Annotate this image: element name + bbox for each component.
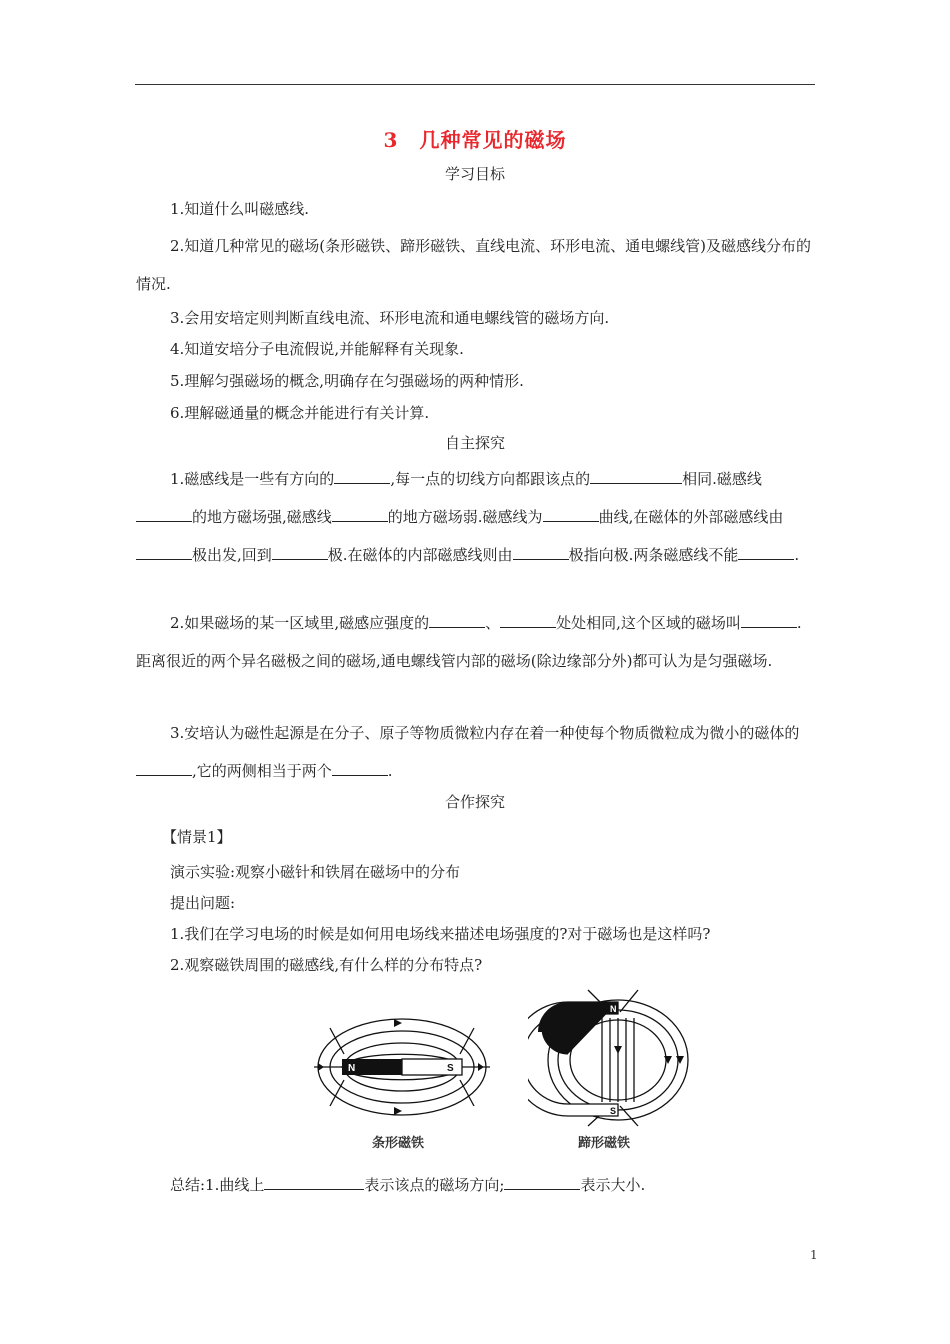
fill-blank[interactable]	[272, 543, 328, 560]
fill-blank[interactable]	[136, 505, 192, 522]
q1-text-c: 相同.磁感线	[682, 470, 762, 488]
fill-blank[interactable]	[332, 759, 388, 776]
goal-4: 4.知道安培分子电流假说,并能解释有关现象.	[170, 340, 464, 358]
fill-blank[interactable]	[334, 467, 390, 484]
q1-text-k: .	[794, 546, 800, 564]
q1-text-j: 极.两条磁感线不能	[613, 546, 739, 564]
fill-blank[interactable]	[264, 1173, 364, 1190]
fill-blank[interactable]	[543, 505, 599, 522]
q1-text-h: 极.在磁体的内部磁感线则由	[327, 546, 513, 564]
section-heading-coop: 合作探究	[444, 793, 505, 811]
ask-label: 提出问题:	[170, 894, 236, 912]
fill-blank[interactable]	[136, 759, 192, 776]
fill-blank[interactable]	[513, 543, 569, 560]
q1-text-b: ,每一点的切线方向都跟该点的	[390, 470, 591, 488]
south-pole-label: S	[610, 1106, 617, 1116]
summary-text-c: 表示大小.	[580, 1176, 646, 1194]
page-title: 3 几种常见的磁场	[383, 128, 567, 152]
goal-1: 1.知道什么叫磁感线.	[170, 200, 310, 218]
summary-text-b: 表示该点的磁场方向;	[364, 1176, 505, 1194]
q3-text-b: ,它的两侧相当于两个	[192, 762, 332, 780]
self-question-3	[136, 714, 816, 790]
south-pole-label: S	[447, 1063, 454, 1074]
q2-text-d: .距离很近的两个异名磁极之间的磁场,通电螺线管内部的磁场(除边缘部分外)都可认为是匀强磁场.	[136, 614, 802, 670]
bar-magnet-caption: 条形磁铁	[372, 1136, 425, 1151]
coop-question-2: 2.观察磁铁周围的磁感线,有什么样的分布特点?	[170, 956, 483, 974]
self-question-2	[136, 604, 816, 680]
q3-text-a: 3.安培认为磁性起源是在分子、原子等物质微粒内存在着一种使每个物质微粒成为微小的磁体的	[170, 724, 800, 742]
q1-text-i: 极指向	[568, 546, 614, 564]
header-rule	[135, 84, 815, 85]
q1-text-e: 的地方磁场弱.磁感线为	[387, 508, 543, 526]
q2-text-b: 、	[485, 614, 501, 632]
q1-text-d: 的地方磁场强,磁感线	[192, 508, 332, 526]
goal-6: 6.理解磁通量的概念并能进行有关计算.	[170, 404, 430, 422]
page-number: 1	[810, 1248, 818, 1262]
north-pole-label: N	[610, 1004, 617, 1014]
section-heading-goals: 学习目标	[444, 165, 505, 183]
north-pole-label: N	[348, 1063, 356, 1074]
fill-blank[interactable]	[500, 611, 556, 628]
demo-text: 演示实验:观察小磁针和铁屑在磁场中的分布	[170, 863, 461, 881]
q1-text-g: 极出发,回到	[192, 546, 272, 564]
fill-blank[interactable]	[136, 543, 192, 560]
horseshoe-magnet-caption: 蹄形磁铁	[578, 1136, 631, 1151]
q2-text-a: 2.如果磁场的某一区域里,磁感应强度的	[170, 614, 430, 632]
q3-text-c: .	[387, 762, 393, 780]
goal-3: 3.会用安培定则判断直线电流、环形电流和通电螺线管的磁场方向.	[170, 309, 610, 327]
q2-text-c: 处处相同,这个区域的磁场叫	[556, 614, 741, 632]
fill-blank[interactable]	[504, 1173, 580, 1190]
fill-blank[interactable]	[429, 611, 485, 628]
coop-question-1: 1.我们在学习电场的时候是如何用电场线来描述电场强度的?对于磁场也是这样吗?	[170, 925, 711, 943]
fill-blank[interactable]	[590, 467, 682, 484]
goal-2: 2.知道几种常见的磁场(条形磁铁、蹄形磁铁、直线电流、环形电流、通电螺线管)及磁感线分布的情况.	[136, 237, 812, 293]
fill-blank[interactable]	[741, 611, 797, 628]
summary	[170, 1170, 816, 1201]
q1-text-a: 1.磁感线是一些有方向的	[170, 470, 335, 488]
summary-text-a: 总结:1.曲线上	[170, 1176, 265, 1194]
self-question-1	[136, 460, 816, 574]
bar-magnet-figure	[312, 1010, 492, 1120]
section-heading-self-study: 自主探究	[444, 434, 505, 452]
scene-label: 【情景1】	[162, 828, 232, 846]
goal-5: 5.理解匀强磁场的概念,明确存在匀强磁场的两种情形.	[170, 372, 524, 390]
horseshoe-magnet-figure	[528, 988, 690, 1128]
fill-blank[interactable]	[738, 543, 794, 560]
fill-blank[interactable]	[332, 505, 388, 522]
q1-text-f: 曲线,在磁体的外部磁感线由	[598, 508, 784, 526]
